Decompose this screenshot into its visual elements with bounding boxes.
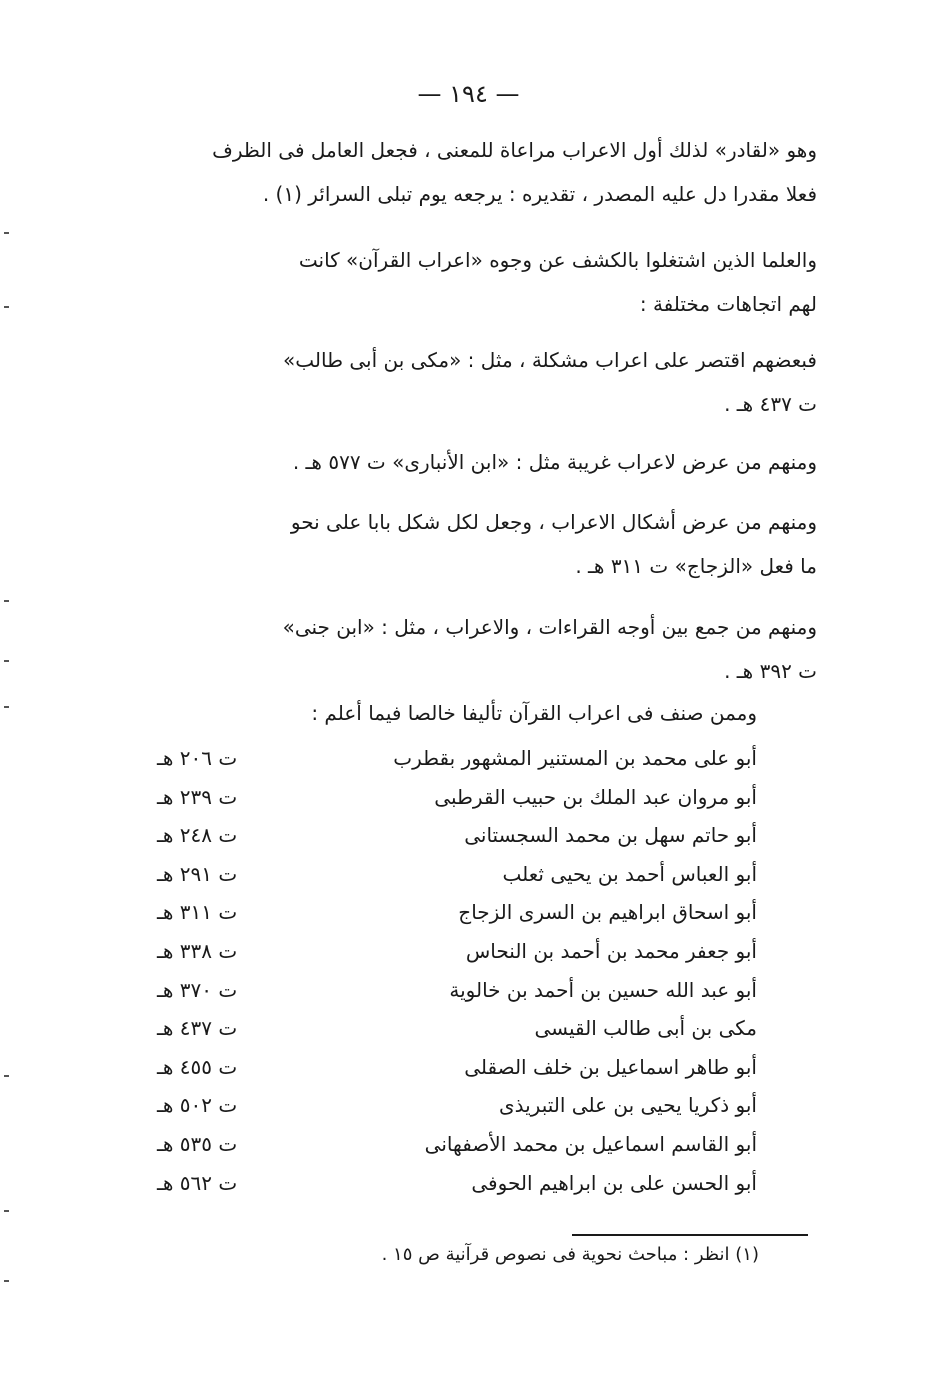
author-row xyxy=(137,974,817,1013)
paragraph-4 xyxy=(127,440,817,484)
footnote: (١) انظر : مباحث نحوية فى نصوص قرآنية ص ١٥ . xyxy=(381,1244,759,1265)
scan-margin-mark xyxy=(4,600,9,602)
author-name: أبو الحسن على بن ابراهيم الحوفى xyxy=(471,1170,757,1195)
paragraph-line: ومنهم من عرض لاعراب غريبة مثل : «ابن الأنبارى» ت ٥٧٧ هـ . xyxy=(292,450,817,474)
paragraph-6 xyxy=(127,605,817,693)
author-death-date: ت ٥٠٢ هـ xyxy=(157,1093,238,1118)
paragraph-line: ت ٤٣٧ هـ . xyxy=(724,392,817,416)
author-row xyxy=(137,1167,817,1206)
author-death-date: ت ٢٩١ هـ xyxy=(157,861,238,886)
author-row xyxy=(137,819,817,858)
author-row xyxy=(137,858,817,897)
paragraph-line: فبعضهم اقتصر على اعراب مشكلة ، مثل : «مكى بن أبى طالب» xyxy=(283,348,817,372)
author-death-date: ت ٢٣٩ هـ xyxy=(157,784,238,809)
author-row xyxy=(137,1089,817,1128)
paragraph-5 xyxy=(127,500,817,588)
author-death-date: ت ٣٣٨ هـ xyxy=(157,938,238,963)
author-death-date: ت ٥٦٢ هـ xyxy=(157,1170,238,1195)
author-name: مكى بن أبى طالب القيسى xyxy=(534,1016,757,1041)
author-name: أبو طاهر اسماعيل بن خلف الصقلى xyxy=(464,1054,757,1079)
paragraph-line: ما فعل «الزجاج» ت ٣١١ هـ . xyxy=(575,554,817,578)
author-row xyxy=(137,896,817,935)
author-row xyxy=(137,1051,817,1090)
author-death-date: ت ٥٣٥ هـ xyxy=(157,1131,238,1156)
author-death-date: ت ٣١١ هـ xyxy=(157,900,238,925)
author-name: أبو اسحاق ابراهيم بن السرى الزجاج xyxy=(458,900,757,925)
author-list-intro: وممن صنف فى اعراب القرآن تأليفا خالصا فيما أعلم : xyxy=(311,701,757,725)
author-death-date: ت ٢٤٨ هـ xyxy=(157,823,238,848)
author-death-date: ت ٢٠٦ هـ xyxy=(157,746,238,770)
paragraph-line: فعلا مقدرا دل عليه المصدر ، تقديره : يرجعه يوم تبلى السرائر (١) . xyxy=(262,182,817,206)
author-name: أبو حاتم سهل بن محمد السجستانى xyxy=(464,823,757,848)
footnote-divider xyxy=(572,1234,808,1236)
author-name: أبو عبد الله حسين بن أحمد بن خالوية xyxy=(449,977,757,1002)
paragraph-line: لهم اتجاهات مختلفة : xyxy=(639,292,817,316)
author-row xyxy=(137,935,817,974)
paragraph-line: وهو «لقادر» لذلك أول الاعراب مراعاة للمعنى ، فجعل العامل فى الظرف xyxy=(212,138,817,162)
scan-margin-mark xyxy=(4,1280,9,1282)
author-name: أبو ذكريا يحيى بن على التبريذى xyxy=(498,1093,757,1118)
author-death-date: ت ٣٧٠ هـ xyxy=(157,977,238,1002)
scan-margin-mark xyxy=(4,660,9,662)
author-name: أبو على محمد بن المستنير المشهور بقطرب xyxy=(393,746,757,770)
author-death-date: ت ٤٥٥ هـ xyxy=(157,1054,238,1079)
author-name: أبو مروان عبد الملك بن حبيب القرطبى xyxy=(434,784,757,809)
scan-margin-mark xyxy=(4,306,9,308)
paragraph-line: ومنهم من جمع بين أوجه القراءات ، والاعراب ، مثل : «ابن جنى» xyxy=(282,615,817,639)
author-name: أبو جعفر محمد بن أحمد بن النحاس xyxy=(465,938,757,963)
author-row xyxy=(137,1012,817,1051)
scan-margin-mark xyxy=(4,1210,9,1212)
paragraph-2 xyxy=(127,238,817,326)
paragraph-1 xyxy=(127,128,817,216)
paragraph-line: والعلما الذين اشتغلوا بالكشف عن وجوه «اعراب القرآن» كانت xyxy=(298,248,817,272)
author-death-date: ت ٤٣٧ هـ xyxy=(157,1016,238,1041)
scan-margin-mark xyxy=(4,706,9,708)
author-name: أبو القاسم اسماعيل بن محمد الأصفهانى xyxy=(424,1131,757,1156)
scan-margin-mark xyxy=(4,232,9,234)
paragraph-line: ت ٣٩٢ هـ . xyxy=(724,659,817,683)
author-name: أبو العباس أحمد بن يحيى ثعلب xyxy=(502,861,757,886)
scan-margin-mark xyxy=(4,1075,9,1077)
author-row xyxy=(137,1128,817,1167)
author-list xyxy=(137,742,817,1205)
page-number: — ١٩٤ — xyxy=(417,80,520,108)
paragraph-3 xyxy=(127,338,817,426)
author-row xyxy=(137,781,817,820)
author-row xyxy=(137,742,817,781)
paragraph-line: ومنهم من عرض أشكال الاعراب ، وجعل لكل شكل بابا على نحو xyxy=(290,510,817,534)
